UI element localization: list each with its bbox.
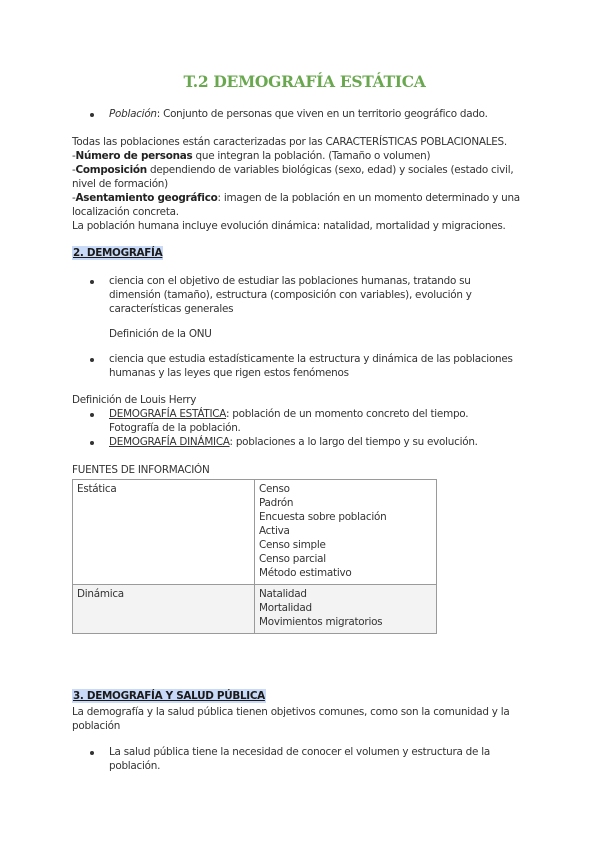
sources-label: FUENTES DE INFORMACIÓN: [72, 464, 210, 476]
table-cell-type: Estática: [73, 480, 255, 585]
definition-herry-line-1: ciencia que estudia estadísticamente la estructura y dinámica de las poblaciones: [109, 353, 513, 365]
section-heading-demografia: 2. DEMOGRAFÍA: [73, 247, 163, 259]
characteristic-item-numero: -Número de personas que integran la población. (Tamaño o volumen): [72, 150, 431, 162]
document-title: T.2 DEMOGRAFÍA ESTÁTICA: [183, 72, 426, 91]
term-poblacion: Población: [109, 108, 157, 120]
herry-label: Definición de Louis Herry: [72, 394, 197, 406]
type-estatica: DEMOGRAFÍA ESTÁTICA: población de un momento concreto del tiempo.: [109, 408, 469, 420]
salud-bullet-line-1: La salud pública tiene la necesidad de conocer el volumen y estructura de la: [109, 746, 490, 758]
table-cell-type: Dinámica: [73, 585, 255, 634]
bullet-icon: [90, 358, 94, 362]
salud-paragraph-line-2: población: [72, 720, 121, 732]
table-cell-items: Censo Padrón Encuesta sobre población Activa Censo simple Censo parcial Método estimativo: [255, 480, 437, 585]
table-row: [73, 480, 437, 585]
salud-paragraph-line-1: La demografía y la salud pública tienen objetivos comunes, como son la comunidad y la: [72, 706, 510, 718]
table-cell-items: Natalidad Mortalidad Movimientos migratorios: [255, 585, 437, 634]
definition-herry-line-2: humanas y las leyes que rigen estos fenómenos: [109, 367, 349, 379]
sources-table: [72, 479, 437, 634]
type-estatica-cont: Fotografía de la población.: [109, 422, 241, 434]
bullet-icon: [90, 751, 94, 755]
table-row: [73, 585, 437, 634]
type-dinamica: DEMOGRAFÍA DINÁMICA: poblaciones a lo largo del tiempo y su evolución.: [109, 436, 478, 448]
characteristics-lead: Todas las poblaciones están caracterizadas por las CARACTERÍSTICAS POBLACIONALES.: [72, 136, 507, 148]
section-heading-salud-publica: 3. DEMOGRAFÍA Y SALUD PÚBLICA: [73, 690, 265, 702]
bullet-icon: [90, 441, 94, 445]
link-demografia-dinamica: DEMOGRAFÍA DINÁMICA: [109, 436, 230, 448]
salud-bullet-line-2: población.: [109, 760, 161, 772]
bullet-icon: [90, 113, 94, 117]
definition-onu-line-2: dimensión (tamaño), estructura (composición con variables), evolución y: [109, 289, 472, 301]
link-demografia-estatica: DEMOGRAFÍA ESTÁTICA: [109, 408, 226, 420]
bullet-icon: [90, 280, 94, 284]
characteristic-item-composicion: -Composición dependiendo de variables biológicas (sexo, edad) y sociales (estado civil,: [72, 164, 514, 176]
bullet-icon: [90, 413, 94, 417]
characteristic-item-asentamiento: -Asentamiento geográfico: imagen de la población en un momento determinado y una: [72, 192, 520, 204]
characteristics-closing: La población humana incluye evolución dinámica: natalidad, mortalidad y migraciones.: [72, 220, 506, 232]
characteristic-item-composicion-cont: nivel de formación): [72, 178, 168, 190]
onu-label: Definición de la ONU: [109, 328, 212, 340]
characteristic-item-asentamiento-cont: localización concreta.: [72, 206, 179, 218]
definition-onu-line-1: ciencia con el objetivo de estudiar las poblaciones humanas, tratando su: [109, 275, 471, 287]
intro-bullet-text: Población: Conjunto de personas que viven en un territorio geográfico dado.: [109, 108, 488, 120]
definition-onu-line-3: características generales: [109, 303, 234, 315]
